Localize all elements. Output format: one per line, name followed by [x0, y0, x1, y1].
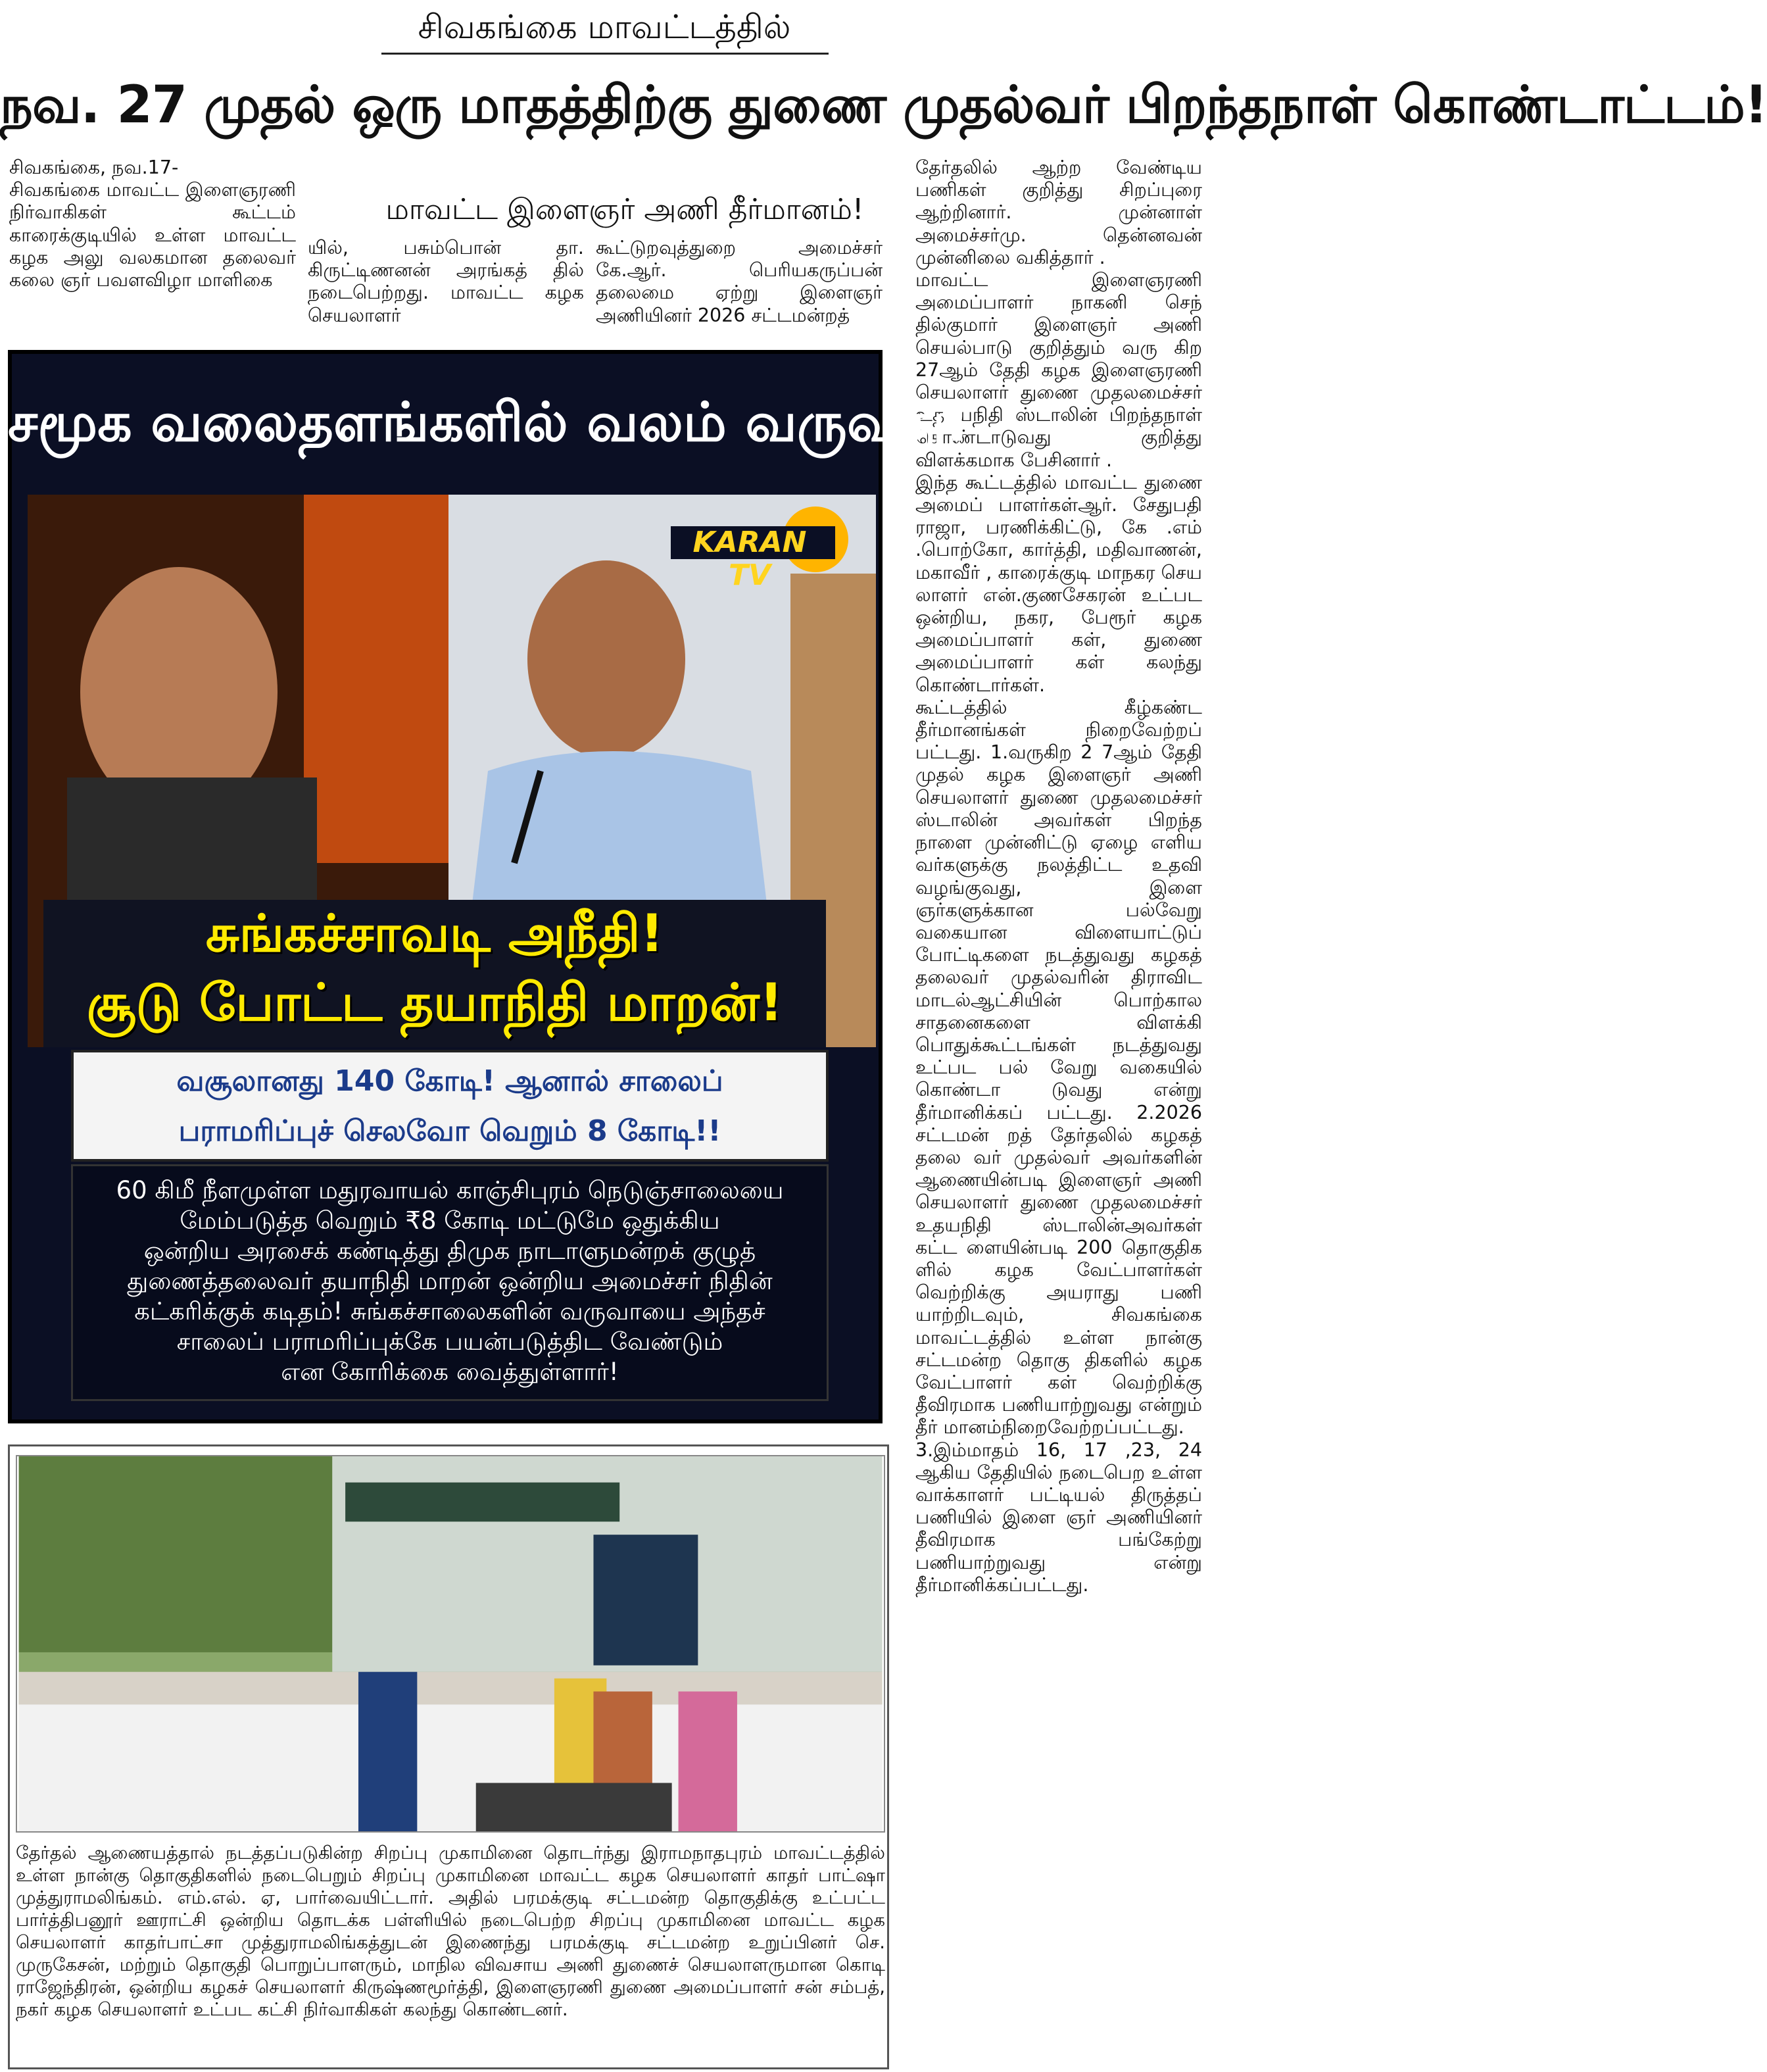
desc-line: கட்கரிக்குக் கடிதம்! சுங்கச்சாலைகளின் வருவாயை அந்தச் [134, 1297, 765, 1325]
karan-tv-logo-text: KARAN TV [692, 526, 807, 592]
band-line-2: பராமரிப்புச் செலவோ வெறும் 8 கோடி!! [178, 1114, 721, 1148]
card-subheading-band [71, 1050, 829, 1162]
heading-rule [381, 53, 829, 55]
desc-line: துணைத்தலைவர் தயாநிதி மாறன் ஒன்றிய அமைச்சர் நிதின் [127, 1267, 773, 1295]
card-description [71, 1164, 829, 1401]
band-line-1: வசூலானது 140 கோடி! ஆனால் சாலைப் [176, 1064, 723, 1098]
card-headline-line-1: சுங்கச்சாவடி அநீதி! [205, 904, 664, 964]
article-column-3: கூட்டுறவுத்துறை அமைச்சர் கே.ஆர். பெரியகருப்பன் தலைமை ஏற்று இளைஞர் அணியினர் 2026 சட்டமன்றத் [596, 237, 883, 326]
card-headline-line-2: சூடு போட்ட தயாநிதி மாறன்! [86, 974, 783, 1033]
card-headline [43, 900, 826, 1047]
desc-line: மேம்படுத்த வெறும் ₹8 கோடி மட்டுமே ஒதுக்கிய [180, 1206, 720, 1235]
article-column-1: சிவகங்கை, நவ.17- சிவகங்கை மாவட்ட இளைஞரணி நிர்வாகிகள் கூட்டம் காரைக்குடியில் உள்ள மாவட்ட கழக அலு வலகமான தலைவர் கலை ஞர் பவளவிழா மாளிகை [9, 157, 296, 291]
box-title: சமூக வலைதளங்களில் வலம் வருவது! [8, 391, 970, 454]
main-headline: நவ. 27 முதல் ஒரு மாதத்திற்கு துணை முதல்வர் பிறந்தநாள் கொண்டாட்டம்! [0, 76, 1767, 135]
article-subheading: மாவட்ட இளைஞர் அணி தீர்மானம்! [385, 193, 864, 226]
desc-line: என கோரிக்கை வைத்துள்ளார்! [281, 1358, 619, 1386]
photo-caption: தேர்தல் ஆணையத்தால் நடத்தப்படுகின்ற சிறப்பு முகாமினை தொடர்ந்து இராமநாதபுரம் மாவட்டத்தில் உள்ள நான்கு தொகுதிகளில் நடைபெறும் சிறப்பு முகாமினை மாவட்ட கழக செயலாளர் காதர் பாட்ஷா முத்துராமலிங்கம். எம்.எல். ஏ, பார்வையிட்டார். அதில் பரமக்குடி சட்டமன்ற தொகுதிக்கு உட்பட்ட பார்த்திபனூர் ஊராட்சி ஒன்றிய தொடக்க பள்ளியில் நடைபெற்ற சிறப்பு முகாமினை மாவட்ட கழக செயலாளர் காதர்பாட்சா முத்துராமலிங்கத்துடன் இணைந்து பரமக்குடி சட்டமன்ற உறுப்பினர் செ. முருகேசன், மற்றும் தொகுதி பொறுப்பாளரும், மாநில விவசாய அணி துணைச் செயலாளருமான கொடி ராஜேந்திரன், ஒன்றிய கழகச் செயலாளர் கிருஷ்ணமூர்த்தி, இளைஞரணி துணை அமைப்பாளர் சன் சம்பத், நகர் கழக செயலாளர் உட்பட கட்சி நிர்வாகிகள் கலந்து கொண்டனர். [16, 1842, 885, 2020]
article-column-2: யில், பசும்பொன் தா. கிருட்டிணனன் அரங்கத் தில் நடைபெற்றது. மாவட்ட கழக செயலாளர் [308, 237, 584, 326]
desc-line: ஒன்றிய அரசைக் கண்டித்து திமுக நாடாளுமன்றக் குழுத் [143, 1237, 756, 1265]
kicker-heading: சிவகங்கை மாவட்டத்தில் [418, 8, 791, 46]
desc-line: சாலைப் பராமரிப்புக்கே பயன்படுத்திட வேண்டும் [176, 1327, 723, 1356]
group-photo [16, 1455, 885, 1833]
desc-line: 60 கிமீ நீளமுள்ள மதுரவாயல் காஞ்சிபுரம் நெடுஞ்சாலையை [116, 1176, 784, 1204]
article-column-4: தேர்தலில் ஆற்ற வேண்டிய பணிகள் குறித்து சிறப்புரை ஆற்றினார். முன்னாள் அமைச்சர்மு. தென்னவன் முன்னிலை வகித்தார் . மாவட்ட இளைஞரணி அமைப்பாளர் நாகனி செந் தில்குமார் இளைஞர் அணி செயல்பாடு குறித்தும் வரு கிற 27ஆம் தேதி கழக இளைஞரணி செயலாளர் துணை முதலமைச்சர் உத யநிதி ஸ்டாலின் பிறந்தநாள் கொண்டாடுவது குறித்து விளக்கமாக பேசினார் . இந்த கூட்டத்தில் மாவட்ட துணை அமைப் பாளர்கள்ஆர். சேதுபதி ராஜா, பரணிக்கிட்டு, கே .எம் .பொற்கோ, கார்த்தி, மதிவாணன், மகாவீர் , காரைக்குடி மாநகர செய லாளர் என்.குணசேகரன் உட்பட ஒன்றிய, நகர, பேரூர் கழக அமைப்பாளர் கள், துணை அமைப்பாளர் கள் கலந்து கொண்டார்கள். கூட்டத்தில் கீழ்கண்ட தீர்மானங்கள் நிறைவேற்றப் பட்டது. 1.வருகிற 2 7ஆம் தேதி முதல் கழக இளைஞர் அணி செயலாளர் துணை முதலமைச்சர் ஸ்டாலின் அவர்கள் பிறந்த நாளை முன்னிட்டு ஏழை எளிய வர்களுக்கு நலத்திட்ட உதவி வழங்குவது, இளை ஞர்களுக்கான பல்வேறு வகையான விளையாட்டுப் போட்டிகளை நடத்துவது கழகத் தலைவர் முதல்வரின் திராவிட மாடல்ஆட்சியின் பொற்கால சாதனைகளை விளக்கி பொதுக்கூட்டங்கள் நடத்துவது உட்பட பல் வேறு வகையில் கொண்டா டுவது என்று தீர்மானிக்கப் பட்டது. 2.2026 சட்டமன் றத் தேர்தலில் கழகத் தலை வர் முதல்வர் அவர்களின் ஆணையின்படி இளைஞர் அணி செயலாளர் துணை முதலமைச்சர் உதயநிதி ஸ்டாலின்அவர்கள் கட்ட ளையின்படி 200 தொகுதிக ளில் கழக வேட்பாளர்கள் வெற்றிக்கு அயராது பணி யாற்றிடவும், சிவகங்கை மாவட்டத்தில் உள்ள நான்கு சட்டமன்ற தொகு திகளில் கழக வேட்பாளர் கள் வெற்றிக்கு தீவிரமாக பணியாற்றுவது என்றும் தீர் மானம்நிறைவேற்றப்பட்டது. 3.இம்மாதம் 16, 17 ,23, 24 ஆகிய தேதியில் நடைபெற உள்ள வாக்காளர் பட்டியல் திருத்தப் பணியில் இளை ஞர் அணியினர் தீவிரமாக பங்கேற்று பணியாற்றுவது என்று தீர்மானிக்கப்பட்டது. [915, 157, 1202, 1596]
